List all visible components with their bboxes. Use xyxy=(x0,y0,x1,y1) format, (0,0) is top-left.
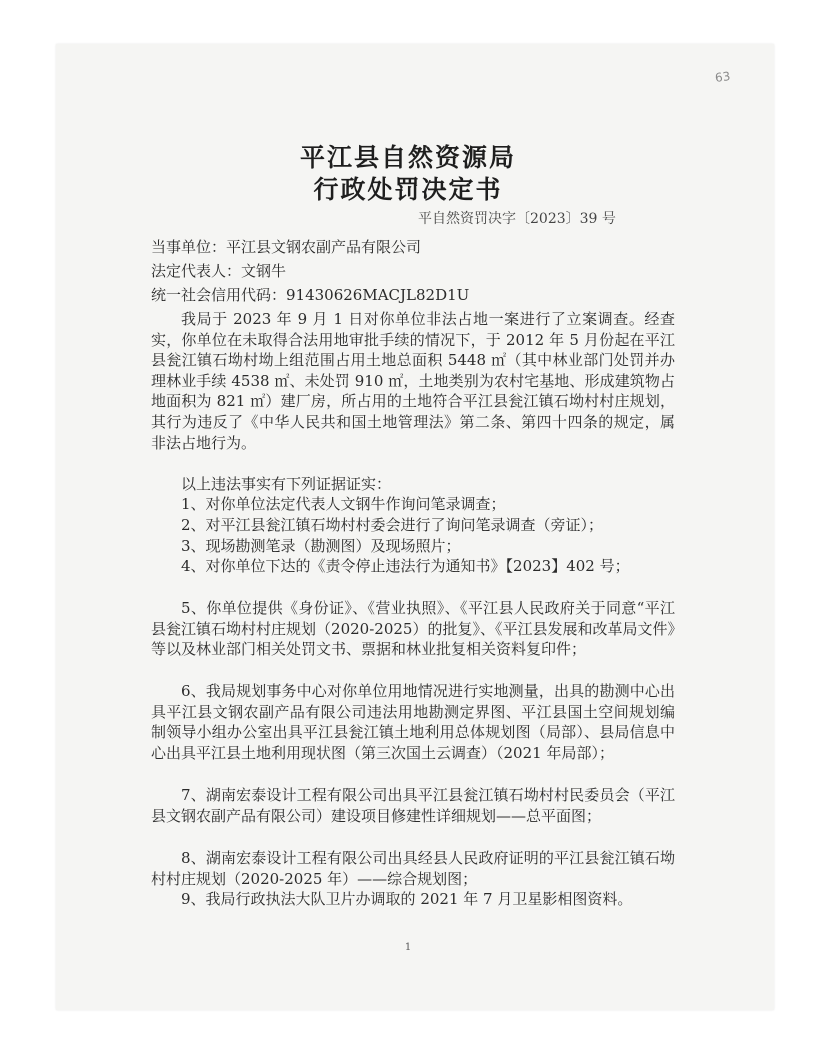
page-number: 1 xyxy=(404,942,412,953)
evidence-item: 3、现场勘测笔录（勘测图）及现场照片； xyxy=(181,537,461,555)
evidence-item: 6、我局规划事务中心对你单位用地情况进行实地测量，出具的勘测中心出具平江县文钢农副产品有限公司违法用地勘测定界图、平江县国土空间规划编制领导小组办公室出具平江县瓮江镇土地利用总体规划图（局部）、县局信息中心出具平江县土地利用现状图（第三次国土云调查）（2021 年局部）； xyxy=(151,682,675,762)
document-title: 行政处罚决定书 xyxy=(313,175,503,204)
evidence-item: 5、你单位提供《身份证》、《营业执照》、《平江县人民政府关于同意“平江县瓮江镇石坳村村庄规划（2020-2025）的批复》、《平江县发展和改革局文件》等以及林业部门相关处罚文书、票据和林业批复相关资料复印件； xyxy=(151,599,675,659)
case-facts-paragraph: 我局于 2023 年 9 月 1 日对你单位非法占地一案进行了立案调查。经查实，你单位在未取得合法用地审批手续的情况下，于 2012 年 5 月份起在平江县瓮江镇石坳村坳上组范围占用土地总面积 5448 ㎡（其中林业部门处罚并办理林业手续 4538 ㎡、未处罚 910 ㎡，土地类别为农村宅基地、形成建筑物占地面积为 821 ㎡）建厂房，所占用的土地符合平江县瓮江镇石坳村村庄规划，其行为违反了《中华人民共和国土地管理法》第二条、第四十四条的规定，属非法占地行为。 xyxy=(151,310,675,452)
evidence-item: 2、对平江县瓮江镇石坳村村委会进行了询问笔录调查（旁证）； xyxy=(181,516,604,534)
credit-code: 统一社会信用代码：91430626MACJL82D1U xyxy=(151,286,470,304)
evidence-lead: 以上违法事实有下列证据证实： xyxy=(181,475,392,493)
handwritten-page-mark: 63 xyxy=(714,69,732,85)
document-number: 平自然资罚决字〔2023〕39 号 xyxy=(418,211,616,227)
party-unit: 当事单位：平江县文钢农副产品有限公司 xyxy=(151,238,422,256)
evidence-item: 8、湖南宏泰设计工程有限公司出具经县人民政府证明的平江县瓮江镇石坳村村庄规划（2020-2025 年）——综合规划图； xyxy=(151,849,675,888)
evidence-item: 1、对你单位法定代表人文钢牛作询问笔录调查； xyxy=(181,495,506,513)
legal-representative: 法定代表人：文钢牛 xyxy=(151,262,287,280)
evidence-item: 9、我局行政执法大队卫片办调取的 2021 年 7 月卫星影相图资料。 xyxy=(181,890,633,908)
evidence-item: 4、对你单位下达的《责令停止违法行为通知书》【2023】402 号； xyxy=(181,557,630,575)
evidence-item: 7、湖南宏泰设计工程有限公司出具平江县瓮江镇石坳村村民委员会（平江县文钢农副产品有限公司）建设项目修建性详细规划——总平面图； xyxy=(151,786,675,825)
agency-title: 平江县自然资源局 xyxy=(299,143,516,172)
